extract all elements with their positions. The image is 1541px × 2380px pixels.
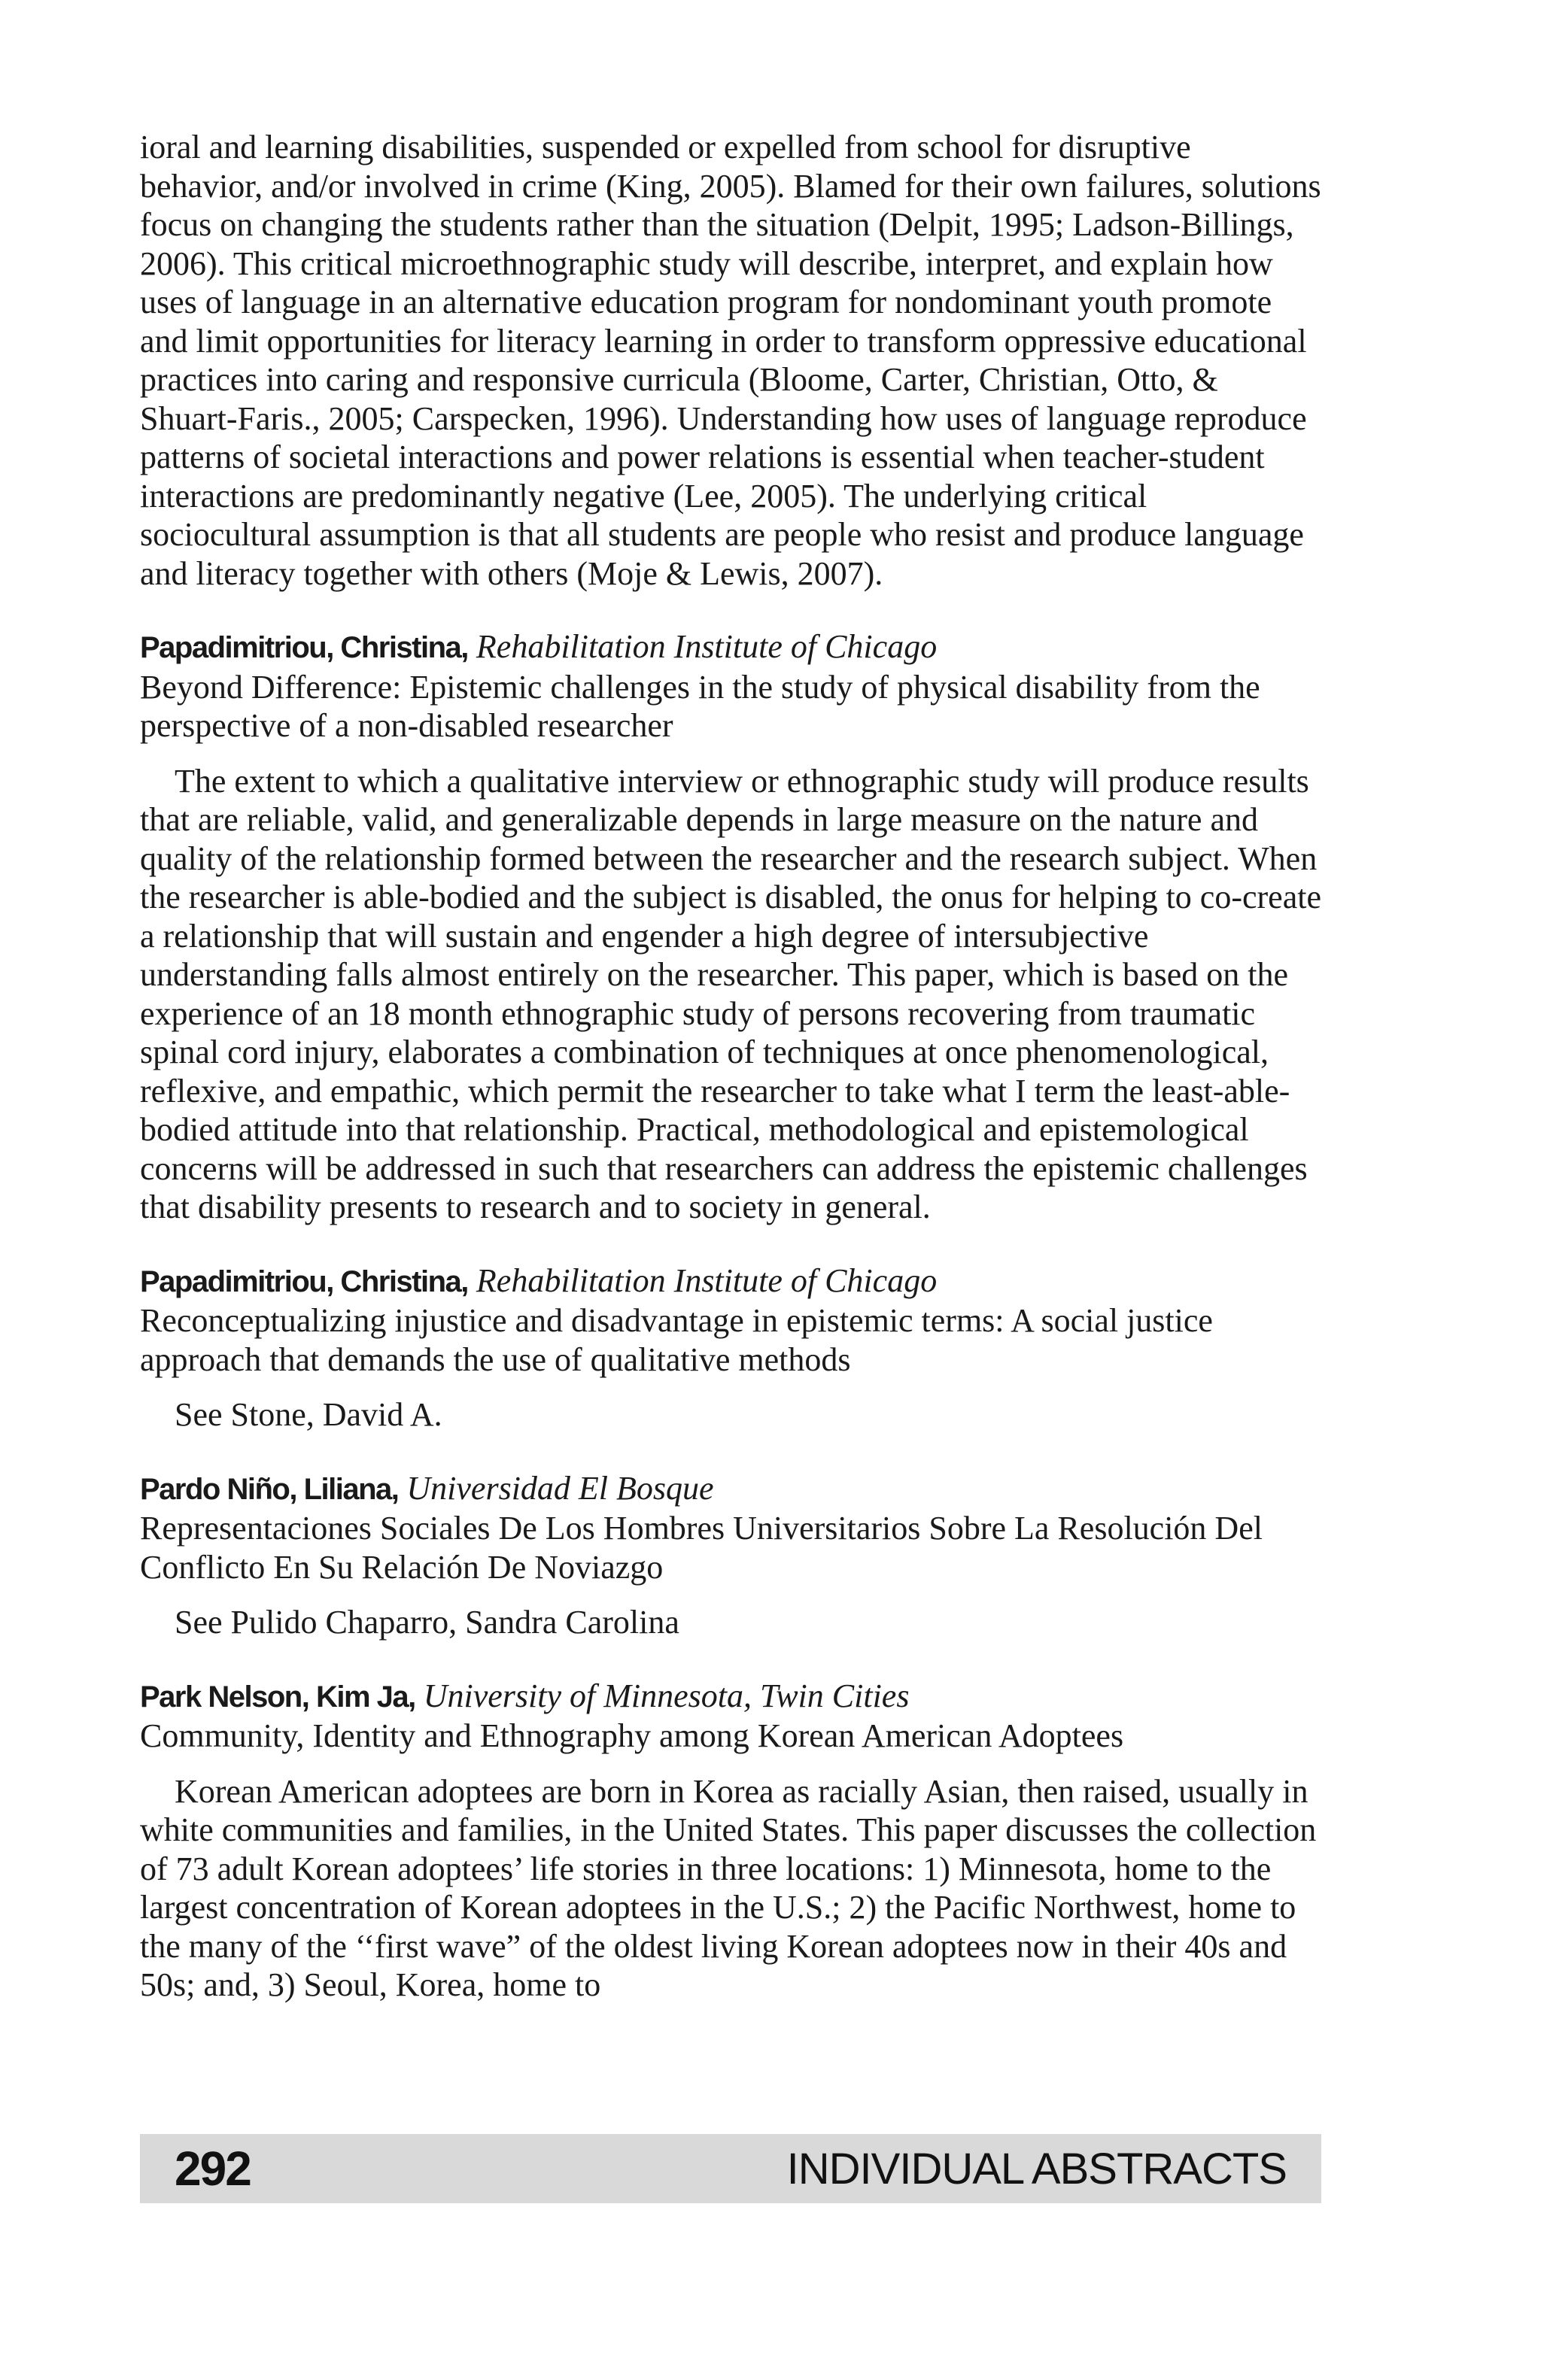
paper-title: Beyond Difference: Epistemic challenges in the study of physical disability from the perspective of a non-disabled researcher xyxy=(140,668,1260,744)
author-name: Park Nelson, Kim Ja, xyxy=(140,1680,415,1714)
paper-title: Representaciones Sociales De Los Hombres Universitarios Sobre La Resolución Del Conflicto En Su Relación De Noviazgo xyxy=(140,1510,1263,1586)
abstract-entry-4 xyxy=(140,1677,1321,2005)
entry-heading xyxy=(140,1469,1321,1510)
author-affiliation: Universidad El Bosque xyxy=(406,1469,714,1507)
abstract-text: Korean American adoptees are born in Korea as racially Asian, then raised, usually in white communities and families, in the United States. This paper discusses the collection of 73 adult Korean adoptees’ life stories in three locations: 1) Minnesota, home to the largest concentration of Korean adoptees in the U.S.; 2) the Pacific Northwest, home to the many of the ‘‘first wave” of the oldest living Korean adoptees now in their 40s and 50s; and, 3) Seoul, Korea, home to xyxy=(140,1772,1317,2003)
paper-title: Community, Identity and Ethnography among Korean American Adoptees xyxy=(140,1717,1124,1754)
author-name: Papadimitriou, Christina, xyxy=(140,631,468,664)
abstract-text: The extent to which a qualitative interview or ethnographic study will produce results that are reliable, valid, and generalizable depends in large measure on the nature and quality of the relationship formed between the researcher and the research subject. When the researcher is able-bodied and the subject is disabled, the onus for helping to co-create a relationship that will sustain and engender a high degree of intersubjective understanding falls almost entirely on the researcher. This paper, which is based on the experience of an 18 month ethnographic study of persons recovering from traumatic spinal cord injury, elaborates a combination of techniques at once phenomenological, reflexive, and empathic, which permit the researcher to take what I term the least-able-bodied attitude into that relationship. Practical, methodological and epistemological concerns will be addressed in such that researchers can address the epistemic challenges that disability presents to research and to society in general. xyxy=(140,762,1321,1225)
page-content xyxy=(140,128,1321,2005)
author-name: Pardo Niño, Liliana, xyxy=(140,1472,399,1506)
entry-heading xyxy=(140,1677,1321,1717)
section-title: INDIVIDUAL ABSTRACTS xyxy=(786,2145,1287,2193)
author-name: Papadimitriou, Christina, xyxy=(140,1264,468,1298)
abstract-entry-2 xyxy=(140,1261,1321,1434)
continued-abstract-paragraph: ioral and learning disabilities, suspended or expelled from school for disruptive behavior, and/or involved in crime (King, 2005). Blamed for their own failures, solutions focus on changing the students rather than the situation (Delpit, 1995; Ladson-Billings, 2006). This critical microethnographic study will describe, interpret, and explain how uses of language in an alternative education program for nondominant youth promote and limit opportunities for literacy learning in order to transform oppressive educational practices into caring and responsive curricula (Bloome, Carter, Christian, Otto, & Shuart-Faris., 2005; Carspecken, 1996). Understanding how uses of language reproduce patterns of societal interactions and power relations is essential when teacher-student interactions are predominantly negative (Lee, 2005). The underlying critical sociocultural assumption is that all students are people who resist and produce language and literacy together with others (Moje & Lewis, 2007). xyxy=(140,129,1321,592)
entry-heading xyxy=(140,627,1321,668)
author-affiliation: Rehabilitation Institute of Chicago xyxy=(476,628,938,665)
paper-title: Reconceptualizing injustice and disadvantage in epistemic terms: A social justice approach that demands the use of qualitative methods xyxy=(140,1302,1213,1378)
cross-reference: See Pulido Chaparro, Sandra Carolina xyxy=(175,1604,679,1641)
cross-reference: See Stone, David A. xyxy=(175,1396,442,1433)
entry-heading xyxy=(140,1261,1321,1302)
page-footer xyxy=(140,2134,1321,2203)
abstract-entry-1 xyxy=(140,627,1321,1227)
abstract-entry-3 xyxy=(140,1469,1321,1642)
page-number: 292 xyxy=(175,2142,251,2196)
author-affiliation: University of Minnesota, Twin Cities xyxy=(423,1677,910,1714)
author-affiliation: Rehabilitation Institute of Chicago xyxy=(476,1261,938,1299)
